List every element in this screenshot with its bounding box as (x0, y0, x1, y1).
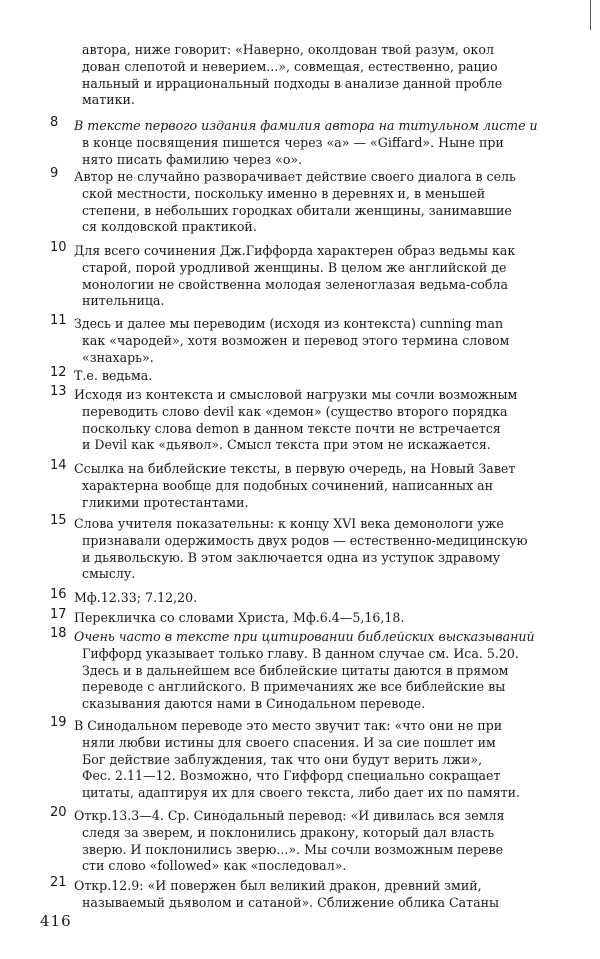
text-line: Автор не случайно разворачивает действие своего диалога в сель (74, 169, 516, 184)
footnote-number: 17 (50, 607, 67, 622)
footnote-body (74, 610, 598, 627)
text-line: Для всего сочинения Дж.Гиффорда характерен образ ведьмы как (74, 243, 516, 258)
text-line: Здесь и далее мы переводим (исходя из контекста) cunning man (74, 316, 504, 331)
footnote-body (74, 590, 598, 607)
text-line: Здесь и в дальнейшем все библейские цитаты даются в прямом (82, 662, 509, 678)
footnote-number: 21 (50, 875, 67, 890)
text-line: Перекличка со словами Христа, Мф.6.4—5,16,18. (74, 610, 405, 625)
page-number: 416 (40, 912, 72, 930)
footnote-body (74, 718, 598, 802)
text-line: нальный и иррациональный подходы в анализе данной пробле (82, 75, 503, 91)
text-line: Бог действие заблуждения, так что они будут верить лжи», (82, 751, 483, 767)
text-line: следя за зверем, и поклонились дракону, который дал власть (82, 824, 495, 840)
footnote-number: 16 (50, 587, 67, 602)
text-line: матики. (82, 92, 135, 108)
text-line: старой, порой уродливой женщины. В целом же английской де (82, 259, 507, 275)
text-line: ской местности, поскольку именно в деревнях и, в меньшей (82, 185, 486, 201)
footnote-number: 9 (50, 166, 59, 181)
footnote-body (74, 243, 598, 310)
footnote-body (74, 169, 598, 236)
text-line: «знахарь». (82, 349, 154, 365)
text-line: Фес. 2.11—12. Возможно, что Гиффорд специально сокращает (82, 768, 501, 784)
text-line: дован слепотой и неверием...», совмещая, естественно, рацио (82, 58, 498, 74)
text-line: цитаты, адаптируя их для своего текста, либо дает их по памяти. (82, 785, 521, 801)
text-line: ся колдовской практикой. (82, 219, 257, 235)
text-line: сти слово «followed» как «последовал». (82, 858, 347, 874)
text-line: няли любви истины для своего спасения. И за сие пошлет им (82, 734, 496, 750)
footnote-body (74, 516, 598, 583)
page-edge-mark (590, 0, 591, 30)
footnote-number: 14 (50, 458, 67, 473)
text-line: нято писать фамилию через «о». (82, 151, 303, 167)
text-line: называемый дьяволом и сатаной». Сближение облика Сатаны (82, 894, 500, 910)
footnote-number: 18 (50, 626, 67, 641)
footnote-number: 11 (50, 313, 67, 328)
footnote-number: 19 (50, 715, 67, 730)
text-line: Ссылка на библейские тексты, в первую очередь, на Новый Завет (74, 461, 516, 476)
text-line: монологии не свойственна молодая зеленоглазая ведьма-собла (82, 276, 508, 292)
footnote-number: 10 (50, 240, 67, 255)
text-line: и Devil как «дьявол». Смысл текста при этом не искажается. (82, 437, 491, 453)
text-line: Откр.13.3—4. Ср. Синодальный перевод: «И дивилась вся земля (74, 808, 505, 823)
text-line: Слова учителя показательны: к концу XVI века демонологи уже (74, 516, 504, 531)
text-line: и дьявольскую. В этом заключается одна из уступок здравому (82, 549, 501, 565)
footnote-body (74, 878, 598, 912)
continuation-text (82, 42, 598, 109)
footnote-number: 20 (50, 805, 67, 820)
text-line: переводе с английского. В примечаниях же все библейские вы (82, 679, 506, 695)
text-line: зверю. И поклонились зверю...». Мы сочли возможным переве (82, 841, 504, 857)
text-line: Откр.12.9: «И повержен был великий дракон, древний змий, (74, 878, 482, 893)
footnote-number: 15 (50, 513, 67, 528)
footnote-number: 13 (50, 384, 67, 399)
text-line: переводить слово devil как «демон» (существо второго порядка (82, 403, 508, 419)
text-line: как «чародей», хотя возможен и перевод этого термина словом (82, 332, 510, 348)
footnote-body (74, 316, 598, 366)
text-line: Т.е. ведьма. (74, 368, 153, 383)
footnote-body (74, 629, 598, 713)
text-line: поскольку слова demon в данном тексте почти не встречается (82, 420, 501, 436)
text-line: автора, ниже говорит: «Наверно, околдован твой разум, окол (82, 42, 494, 57)
footnote-body (74, 387, 598, 454)
footnote-number: 12 (50, 365, 67, 380)
footnote-body (74, 808, 598, 875)
text-line: В Синодальном переводе это место звучит так: «что они не при (74, 718, 503, 733)
text-line: Исходя из контекста и смысловой нагрузки мы сочли возможным (74, 387, 518, 402)
text-line: нительница. (82, 293, 165, 309)
text-line: смыслу. (82, 566, 136, 582)
text-line: гликими протестантами. (82, 494, 249, 510)
text-line: В тексте первого издания фамилия автора на титульном листе и (74, 118, 538, 133)
text-line: признавали одержимость двух родов — естественно-медицинскую (82, 532, 528, 548)
text-line: Гиффорд указывает только главу. В данном случае см. Иса. 5.20. (82, 645, 519, 661)
footnote-body (74, 368, 598, 385)
text-line: степени, в небольших городках обитали женщины, занимавшие (82, 202, 512, 218)
text-line: Очень часто в тексте при цитировании библейских высказываний (74, 629, 535, 644)
text-line: Мф.12.33; 7.12,20. (74, 590, 198, 605)
footnote-number: 8 (50, 115, 59, 130)
text-line: сказывания даются нами в Синодальном переводе. (82, 696, 426, 712)
footnote-body (74, 461, 598, 511)
text-line: характерна вообще для подобных сочинений, написанных ан (82, 477, 494, 493)
footnote-body (74, 118, 598, 168)
text-line: в конце посвящения пишется через «а» — «Giffard». Ныне при (82, 134, 504, 150)
